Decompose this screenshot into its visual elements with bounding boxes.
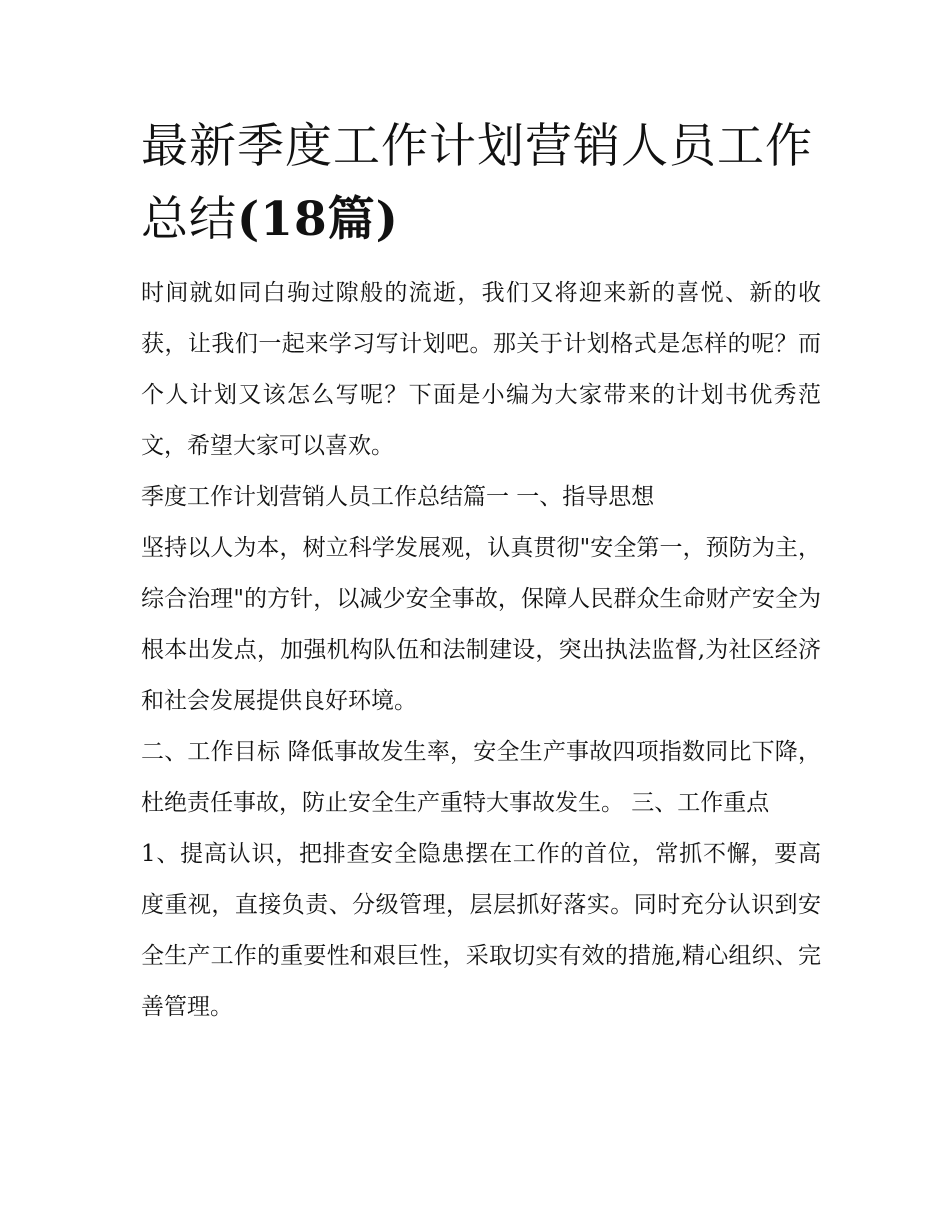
guiding-thought-paragraph: 坚持以人为本，树立科学发展观，认真贯彻"安全第一，预防为主，综合治理"的方针，以减少安全事故，保障人民群众生命财产安全为根本出发点，加强机构队伍和法制建设，突出执法监督,为社区经济和社会发展提供良好环境。 [141,535,821,714]
document-title-main: 最新季度工作计划营销人员工作总结 [141,119,813,247]
work-goal-paragraph: 二、工作目标 降低事故发生率，安全生产事故四项指数同比下降，杜绝责任事故，防止安全生产重特大事故发生。 三、工作重点 [141,739,821,816]
document-title-suffix: (18篇) [237,192,399,247]
work-focus-item-1: 1、提高认识，把排查安全隐患摆在工作的首位，常抓不懈，要高度重视，直接负责、分级管理，层层抓好落实。同时充分认识到安全生产工作的重要性和艰巨性，采取切实有效的措施,精心组织、完善管理。 [141,841,821,1020]
section-heading-guiding-thought: 季度工作计划营销人员工作总结篇一 一、指导思想 [141,484,655,510]
document-title [141,110,821,256]
document-page [141,110,821,1033]
intro-paragraph: 时间就如同白驹过隙般的流逝，我们又将迎来新的喜悦、新的收获，让我们一起来学习写计划吧。那关于计划格式是怎样的呢？而个人计划又该怎么写呢？下面是小编为大家带来的计划书优秀范文，希望大家可以喜欢。 [141,280,821,459]
